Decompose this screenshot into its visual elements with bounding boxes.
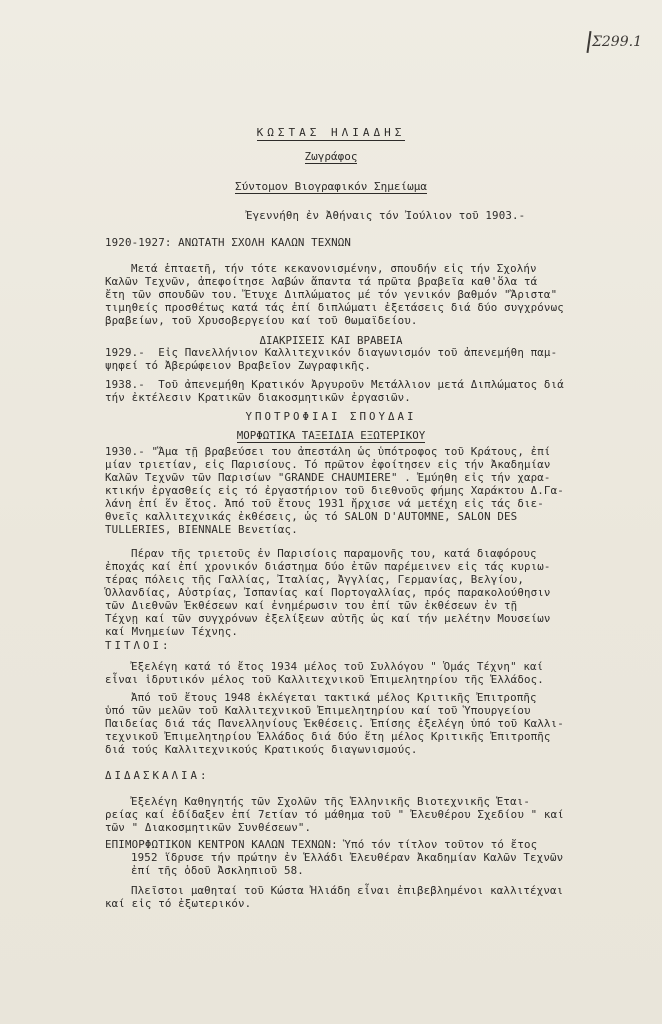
birth-line: Ἐγεννήθη ἐν Ἀθήναις τόν Ἰούλιον τοῦ 1903.- (246, 209, 526, 222)
scholarships-heading: ΥΠΟΤΡΟΦΙΑΙ ΣΠΟΥΔΑΙ (245, 410, 417, 423)
text-line: 1952 ἵδρυσε τήν πρώτην ἐν Ἑλλάδι Ἐλευθέραν Ἀκαδημίαν Καλῶν Τεχνῶν (131, 851, 564, 864)
text-line: Πλεῖστοι μαθηταί τοῦ Κώστα Ἠλιάδη εἶναι ἐπιβεβλημένοι καλλιτέχναι (131, 884, 564, 897)
text-line: ἐποχάς καί ἐπί χρονικόν διάστημα δύο ἐτῶν παρέμεινεν εἰς τάς κυριω- (105, 560, 551, 573)
education-heading: 1920-1927: ΑΝΩΤΑΤΗ ΣΧΟΛΗ ΚΑΛΩΝ ΤΕΧΝΩΝ (105, 236, 352, 249)
document-title-heading (0, 180, 662, 193)
text-line: τέρας πόλεις τῆς Γαλλίας, Ἰταλίας, Ἀγγλίας, Γερμανίας, Βελγίου, (105, 573, 524, 586)
text-line: Ὁλλανδίας, Αὐστρίας, Ἰσπανίας καί Πορτογαλλίας, πρός παρακολούθησιν (105, 586, 551, 599)
text-line: ρείας καί ἐδίδαξεν ἐπί 7ετίαν τό μάθημα τοῦ " Ἐλευθέρου Σχεδίου " καί (105, 808, 564, 821)
scholarships-subheading-text: ΜΟΡΦΩΤΙΚΑ ΤΑΞΕΙΔΙΑ ΕΞΩΤΕΡΙΚΟΥ (236, 429, 426, 442)
titles-heading: ΤΙΤΛΟΙ: (105, 639, 172, 652)
text-line: Ἐξελέγη κατά τό ἔτος 1934 μέλος τοῦ Συλλόγου " Ὁμάς Τέχνη" καί (131, 660, 544, 673)
text-line: τεχνικοῦ Ἐπιμελητηρίου Ἑλλάδος διά δύο ἔτη μέλος Κριτικῆς Ἐπιτροπῆς (105, 730, 551, 743)
author-name: ΚΩΣΤΑΣ ΗΛΙΑΔΗΣ (256, 126, 406, 139)
text-line: βραβείων, τοῦ Χρυσοβεργείου καί τοῦ Θωμαϊδείου. (105, 314, 418, 327)
profession-heading (0, 150, 662, 163)
text-line: ὑπό τῶν μελῶν τοῦ Καλλιτεχνικοῦ Ἐπιμελητηρίου καί τοῦ Ὑπουργείου (105, 704, 531, 717)
archive-reference-note: Σ299.1 (592, 34, 642, 50)
text-line: Μετά ἑπταετῆ, τήν τότε κεκανονισμένην, σπουδήν εἰς τήν Σχολήν (131, 262, 537, 275)
text-line: Πέραν τῆς τριετοῦς ἐν Παρισίοις παραμονῆς του, κατά διαφόρους (131, 547, 537, 560)
text-line: λάνη ἐπί ἕν ἔτος. Ἀπό τοῦ ἔτους 1931 ἤρχισε νά μετέχη εἰς τάς διε- (105, 497, 544, 510)
text-line: τῶν Διεθνῶν Ἐκθέσεων καί ἐνημέρωσιν του ἐπί τῶν ἐκθέσεων ἐν τῇ (105, 599, 518, 612)
text-line: 1938.- Τοῦ ἀπενεμήθη Κρατικόν Ἀργυροῦν Μετάλλιον μετά Διπλώματος διά (105, 378, 564, 391)
document-title: Σύντομον Βιογραφικόν Σημείωμα (234, 180, 428, 193)
profession: Ζωγράφος (304, 150, 358, 163)
text-line: καί Μνημείων Τέχνης. (105, 625, 239, 638)
text-line: Παιδείας διά τάς Πανελληνίους Ἐκθέσεις. Ἐπίσης ἐξελέγη ὑπό τοῦ Καλλι- (105, 717, 564, 730)
text-line: ἔτη τῶν σπουδῶν του. Ἔτυχε Διπλώματος μέ τόν γενικόν βαθμόν "Ἄριστα" (105, 288, 558, 301)
text-line: τιμηθείς προσθέτως κατά τάς ἐπί διπλώματι ἐξετάσεις διά δύο συγχρόνως (105, 301, 564, 314)
author-name-heading (0, 126, 662, 139)
text-line: Καλῶν Τεχνῶν τῶν Παρισίων "GRANDE CHAUMIERE" . Ἐμύηθη εἰς τήν χαρα- (105, 471, 551, 484)
text-line: τήν ἐκτέλεσιν Κρατικῶν διακοσμητικῶν ἐργασιῶν. (105, 391, 411, 404)
text-line: Καλῶν Τεχνῶν, ἀπεφοίτησε λαβών ἅπαντα τά πρῶτα βραβεῖα καθ'ὅλα τά (105, 275, 538, 288)
text-line: ψηφεί τό Ἀβερώφειον Βραβεῖον Ζωγραφικῆς. (105, 359, 372, 372)
text-line: ἐπί τῆς ὁδοῦ Ἀσκληπιοῦ 58. (131, 864, 304, 877)
teaching-heading: ΔΙΔΑΣΚΑΛΙΑ: (105, 769, 210, 782)
text-line: 1930.- "Ἅμα τῇ βραβεύσει του ἀπεστάλη ὡς ὑπότροφος τοῦ Κράτους, ἐπί (105, 445, 551, 458)
text-line: TULLERIES, BIENNALE Βενετίας. (105, 523, 298, 536)
text-line: Ἐξελέγη Καθηγητής τῶν Σχολῶν τῆς Ἑλληνικῆς Βιοτεχνικῆς Ἑται- (131, 795, 531, 808)
text-line: ΕΠΙΜΟΡΦΩΤΙΚΟΝ ΚΕΝΤΡΟΝ ΚΑΛΩΝ ΤΕΧΝΩΝ: Ὑπό τόν τίτλον τοῦτον τό ἔτος (105, 838, 538, 851)
text-line: κτικήν ἐργασθείς εἰς τό ἐργαστήριον τοῦ διεθνοῦς φήμης Χαράκτου Δ.Γα- (105, 484, 564, 497)
scholarships-subheading (0, 429, 662, 442)
text-line: καί εἰς τό ἐξωτερικόν. (105, 897, 252, 910)
text-line: τῶν " Διακοσμητικῶν Συνθέσεων". (105, 821, 312, 834)
text-line: Ἀπό τοῦ ἔτους 1948 ἐκλέγεται τακτικά μέλος Κριτικῆς Ἐπιτροπῆς (131, 691, 537, 704)
text-line: διά τούς Καλλιτεχνικούς Κρατικούς διαγωνισμούς. (105, 743, 418, 756)
awards-heading: ΔΙΑΚΡΙΣΕΙΣ ΚΑΙ ΒΡΑΒΕΙΑ (259, 334, 403, 347)
text-line: μίαν τριετίαν, εἰς Παρισίους. Τό πρῶτον ἐφοίτησεν εἰς τήν Ἀκαδημίαν (105, 458, 551, 471)
text-line: εἶναι ἱδρυτικόν μέλος τοῦ Καλλιτεχνικοῦ Ἐπιμελητηρίου τῆς Ἑλλάδος. (105, 673, 544, 686)
text-line: 1929.- Εἰς Πανελλήνιον Καλλιτεχνικόν διαγωνισμόν τοῦ ἀπενεμήθη παμ- (105, 346, 558, 359)
text-line: Τέχνῃ καί τῶν συγχρόνων ἐξελίξεων αὐτῆς ὡς καί τήν μελέτην Μουσείων (105, 612, 551, 625)
text-line: θνεῖς καλλιτεχνικάς ἐκθέσεις, ὡς τό SALON D'AUTOMNE, SALON DES (105, 510, 518, 523)
